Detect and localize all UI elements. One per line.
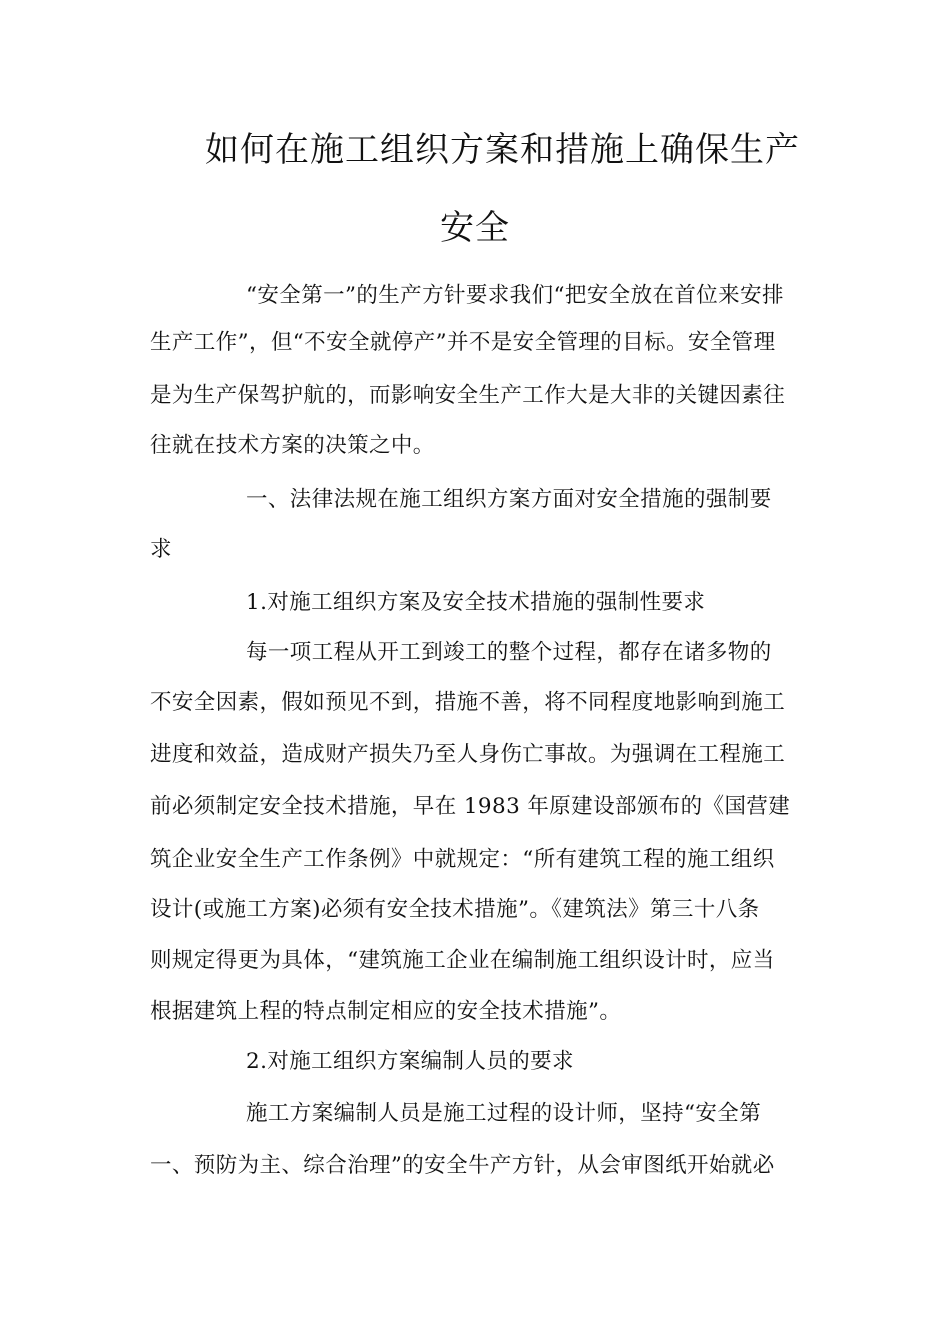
paragraph-line: 则规定得更为具体，“建筑施工企业在编制施工组织设计时，应当: [150, 948, 775, 973]
paragraph-line: 每一项工程从开工到竣工的整个过程，都存在诸多物的: [246, 640, 772, 665]
subsection-heading: 2.对施工组织方案编制人员的要求: [246, 1049, 574, 1074]
paragraph-line: 前必须制定安全技术措施，早在 1983 年原建设部颁布的《国营建: [150, 794, 791, 819]
paragraph-line: 进度和效益，造成财产损失乃至人身伤亡事故。为强调在工程施工: [150, 742, 786, 767]
subsection-heading: 1.对施工组织方案及安全技术措施的强制性要求: [246, 590, 706, 615]
section-heading-line: 一、法律法规在施工组织方案方面对安全措施的强制要: [246, 487, 772, 512]
paragraph-line: 根据建筑上程的特点制定相应的安全技术措施”。: [150, 999, 622, 1024]
document-title-line-2: 安全: [440, 208, 510, 248]
paragraph-line: 往就在技术方案的决策之中。: [150, 433, 435, 458]
document-title-line-1: 如何在施工组织方案和措施上确保生产: [205, 130, 800, 170]
paragraph-line: 生产工作”，但“不安全就停产”并不是安全管理的目标。安全管理: [150, 330, 776, 355]
paragraph-line: 施工方案编制人员是施工过程的设计师，坚持“安全第: [246, 1101, 762, 1126]
paragraph-line: 是为生产保驾护航的，而影响安全生产工作大是大非的关键因素往: [150, 383, 786, 408]
section-heading-line: 求: [150, 537, 172, 562]
paragraph-line: 不安全因素，假如预见不到，措施不善，将不同程度地影响到施工: [150, 690, 786, 715]
paragraph-line: 设计(或施工方案)必须有安全技术措施”。《建筑法》第三十八条: [150, 897, 760, 922]
paragraph-line: “安全第一”的生产方针要求我们“把安全放在首位来安排: [246, 283, 784, 308]
paragraph-line: 筑企业安全生产工作条例》中就规定：“所有建筑工程的施工组织: [150, 847, 775, 872]
paragraph-line: 一、预防为主、综合治理”的安全牛产方针，从会审图纸开始就必: [150, 1153, 775, 1178]
